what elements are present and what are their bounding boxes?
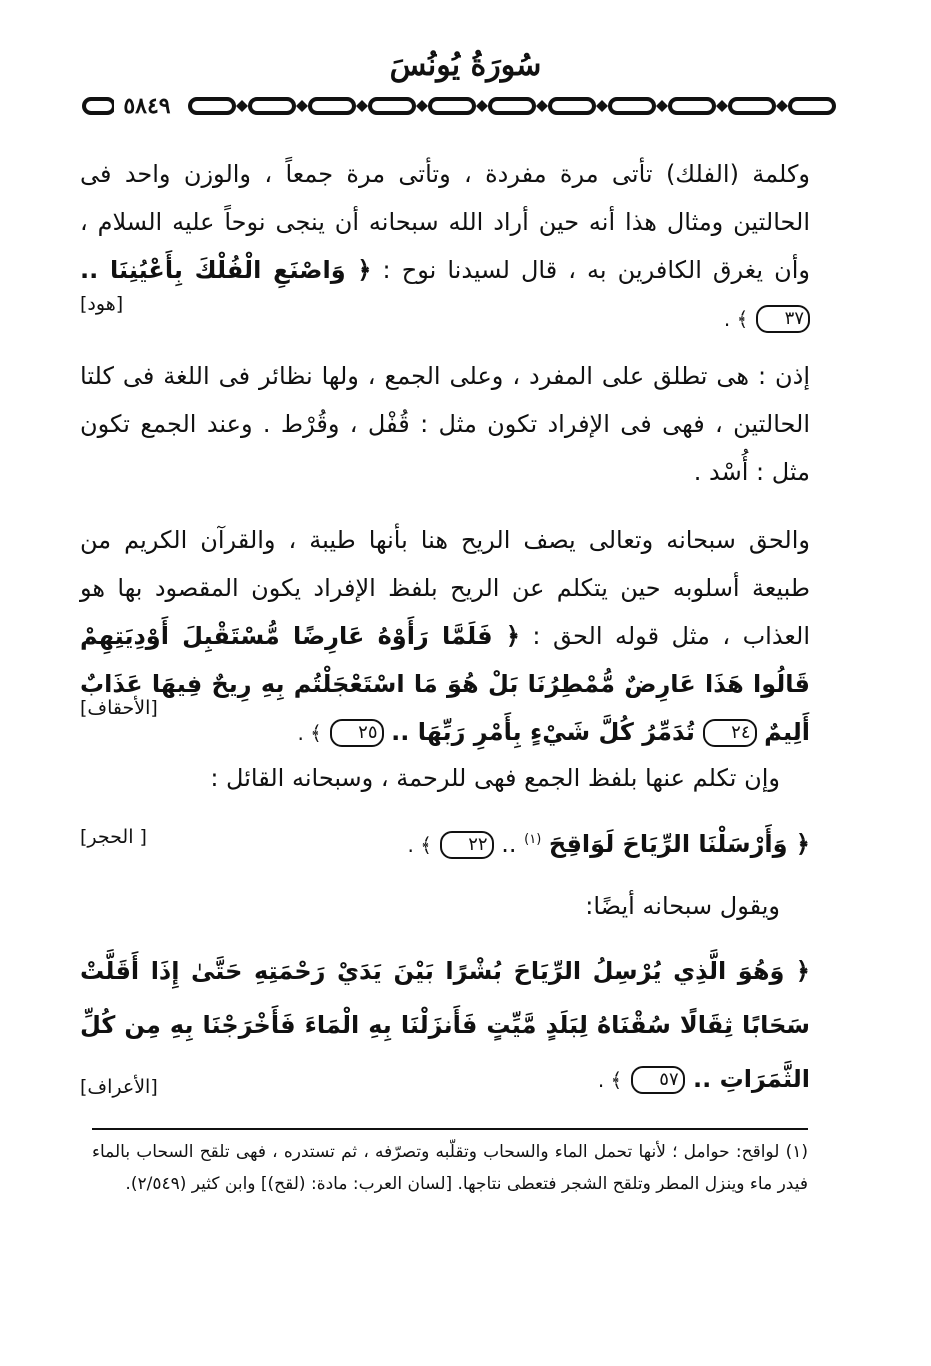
reference-hud: [هود] — [80, 293, 124, 315]
ayah-number-57: ٥٧ — [631, 1066, 685, 1094]
ayah-number-24: ٢٤ — [703, 719, 757, 747]
paragraph-3-quran-continued: تُدَمِّرُ كُلَّ شَيْءٍ بِأَمْرِ رَبِّهَا .. — [391, 718, 695, 746]
paragraph-7-quran: ﴿ وَهُوَ الَّذِي يُرْسِلُ الرِّيَاحَ بُشْرًا بَيْنَ يَدَيْ رَحْمَتِهِ حَتَّىٰ إِذَا أَقَلَّتْ سَحَابًا ثِقَالًا سُقْنَاهُ لِبَلَدٍ مَّيِّتٍ فَأَنزَلْنَا بِهِ الْمَاءَ فَأَخْرَجْنَا بِهِ مِن كُلِّ الثَّمَرَاتِ .. — [80, 957, 810, 1093]
paragraph-6-text: ويقول سبحانه أيضًا: — [585, 892, 780, 920]
paragraph-3 — [80, 516, 810, 757]
paragraph-1 — [80, 150, 810, 343]
paragraph-4-text: وإن تكلم عنها بلفظ الجمع فهى للرحمة ، وسبحانه القائل : — [210, 764, 780, 792]
surah-title: سُورَةُ يُونُسَ — [389, 48, 542, 83]
paragraph-5-dots: .. — [501, 830, 517, 858]
paragraph-1-closing-bracket: ﴾ . — [723, 307, 749, 331]
paragraph-5-closing-bracket: ﴾ . — [407, 833, 432, 857]
paragraph-3-quran: ﴿ فَلَمَّا رَأَوْهُ عَارِضًا مُّسْتَقْبِلَ أَوْدِيَتِهِمْ قَالُوا هَذَا عَارِضٌ مُّمْطِرُنَا بَلْ هُوَ مَا اسْتَعْجَلْتُم بِهِ رِيحٌ فِيهَا عَذَابٌ أَلِيمٌ — [80, 622, 810, 746]
paragraph-1-text: وكلمة (الفلك) تأتى مرة مفردة ، وتأتى مرة جمعاً ، والوزن واحد فى الحالتين ومثال هذا أنه حين أراد الله سبحانه أن ينجى نوحاً عليه السلام ، وأن يغرق الكافرين به ، قال لسيدنا نوح : — [80, 160, 810, 284]
paragraph-4 — [80, 754, 810, 802]
reference-ahqaf: [الأحقاف] — [80, 697, 158, 719]
paragraph-2 — [80, 352, 810, 496]
reference-hijr: [ الحجر] — [80, 826, 147, 848]
paragraph-5 — [80, 816, 810, 869]
footnote-divider — [92, 1128, 808, 1130]
chain-border-ornament — [80, 90, 840, 124]
reference-araf: [الأعراف] — [80, 1076, 158, 1098]
paragraph-5-quran: ﴿ وَأَرْسَلْنَا الرِّيَاحَ لَوَاقِحَ — [548, 830, 810, 858]
paragraph-6 — [80, 882, 810, 930]
ayah-number-25: ٢٥ — [330, 719, 384, 747]
paragraph-3-closing-bracket: ﴾ . — [297, 721, 322, 745]
page-number: ٥٨٤٩ — [114, 91, 180, 121]
footnote-marker: (١) — [524, 832, 542, 847]
footnotes — [92, 1136, 808, 1200]
paragraph-3-text: والحق سبحانه وتعالى يصف الريح هنا بأنها طيبة ، والقرآن الكريم من طبيعة أسلوبه حين يتكلم عن الريح بلفظ الإفراد يكون المقصود بها هو العذاب ، مثل قوله الحق : — [80, 526, 810, 650]
paragraph-1-quran: ﴿ وَاصْنَعِ الْفُلْكَ بِأَعْيُنِنَا .. — [80, 256, 372, 284]
ayah-number-37: ٣٧ — [756, 305, 810, 333]
paragraph-7-closing-bracket: ﴾ . — [597, 1068, 623, 1092]
footnote-1: (١) لواقح: حوامل ؛ لأنها تحمل الماء والسحاب وتقلّبه وتصرّفه ، ثم تستدره ، فهى تلقح السحاب بالماء فيدر ماء وينزل المطر وتلقح الشجر فتعطى نتاجها. [لسان العرب: مادة: (لقح)] وابن كثير (٢/٥٤٩). — [92, 1142, 808, 1194]
ayah-number-22: ٢٢ — [440, 831, 494, 859]
paragraph-7 — [80, 944, 810, 1107]
paragraph-2-text: إذن : هى تطلق على المفرد ، وعلى الجمع ، ولها نظائر فى اللغة فى كلتا الحالتين ، فهى فى الإفراد تكون مثل : قُفْل ، وقُرْط . وعند الجمع تكون مثل : أُسْد . — [80, 362, 810, 486]
